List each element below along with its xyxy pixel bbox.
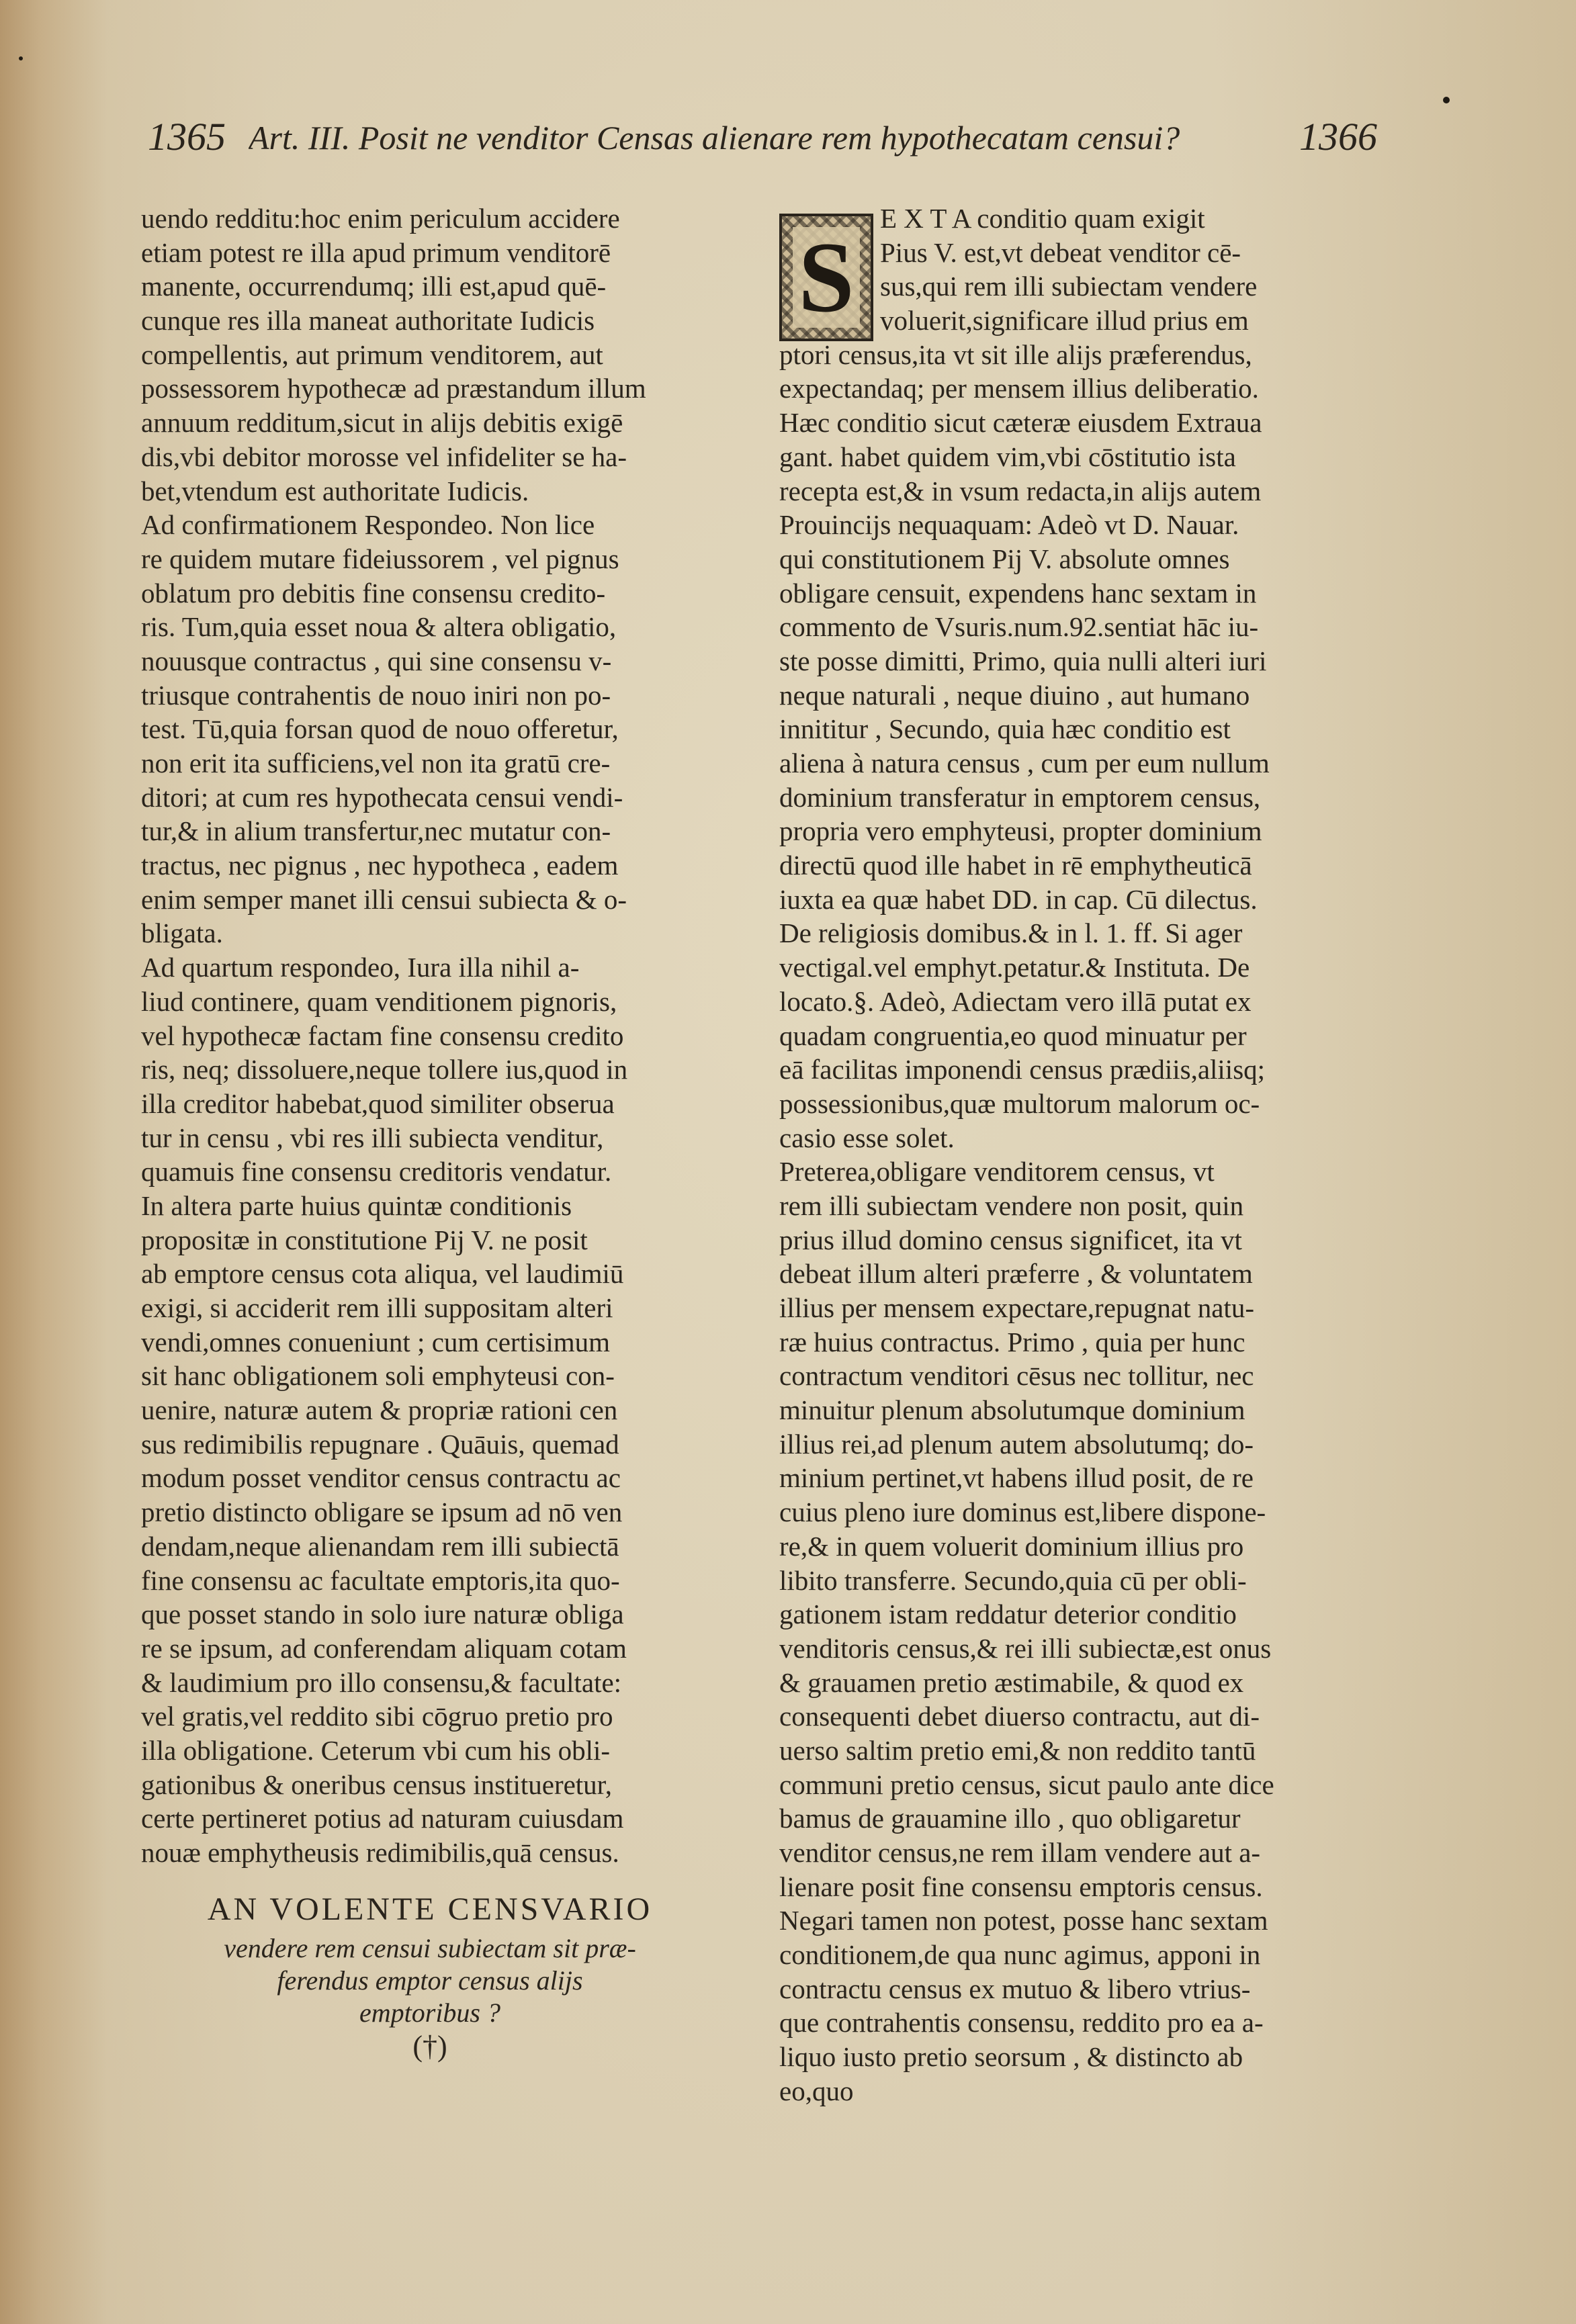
page-number-left: 1365 — [148, 115, 226, 159]
text-line: Ad quartum respondeo, Iura illa nihil a- — [141, 952, 580, 983]
text-line: expectandaq; per mensem illius deliberatio. — [779, 373, 1259, 404]
section-heading — [141, 1891, 719, 2065]
text-line: ris. Tum,quia esset noua & altera obligatio, — [141, 611, 617, 643]
section-title: AN VOLENTE CENSVARIO — [207, 1891, 653, 1927]
text-line: illa creditor habebat,quod similiter obserua — [141, 1087, 615, 1119]
text-line: vendi,omnes conueniunt ; cum certisimum — [141, 1326, 611, 1357]
text-line: minium pertinet,vt habens illud posit, de re — [779, 1462, 1254, 1494]
text-line: Negari tamen non potest, posse hanc sextam — [779, 1905, 1268, 1936]
text-line: dominium transferatur in emptorem census, — [779, 781, 1261, 813]
text-line: sus redimibilis repugnare . Quāuis, quemad — [141, 1428, 619, 1460]
text-line: ptori census,ita vt sit ille alijs præferendus, — [779, 339, 1252, 370]
text-line: propositæ in constitutione Pij V. ne posit — [141, 1224, 588, 1255]
text-line: Pius V. est,vt debeat venditor cē- — [880, 236, 1241, 268]
text-line: Ad confirmationem Respondeo. Non lice — [141, 509, 595, 541]
text-line: ab emptore census cota aliqua, vel laudimiū — [141, 1258, 624, 1290]
running-header — [148, 107, 1377, 175]
text-line: eo,quo — [779, 2075, 854, 2106]
text-line: test. Tū,quia forsan quod de nouo offeretur, — [141, 713, 619, 745]
text-line: cunque res illa maneat authoritate Iudicis — [141, 305, 595, 337]
text-line: ris, neq; dissoluere,neque tollere ius,quod in — [141, 1054, 628, 1085]
text-line: fine consensu ac facultate emptoris,ita quo- — [141, 1564, 620, 1596]
text-line: communi pretio census, sicut paulo ante dice — [779, 1769, 1274, 1800]
text-line: tractus, nec pignus , nec hypotheca , eadem — [141, 850, 619, 881]
text-line: Hæc conditio sicut cæteræ eiusdem Extraua — [779, 407, 1262, 439]
text-line: & laudimium pro illo consensu,& facultate: — [141, 1666, 622, 1698]
text-line: re,& in quem voluerit dominium illius pro — [779, 1530, 1244, 1562]
text-line: voluerit,significare illud prius em — [880, 305, 1249, 337]
text-line: dendam,neque alienandam rem illi subiectā — [141, 1530, 619, 1562]
text-line: minuitur plenum absolutumque dominium — [779, 1394, 1245, 1426]
page-number-right: 1366 — [1299, 115, 1377, 159]
text-line: oblatum pro debitis fine consensu credito- — [141, 577, 606, 609]
text-line: directū quod ille habet in rē emphytheuticā — [779, 850, 1252, 881]
text-line: possessionibus,quæ multorum malorum oc- — [779, 1087, 1260, 1119]
text-line: E X T A conditio quam exigit — [880, 203, 1205, 234]
text-line: locato.§. Adeò, Adiectam vero illā putat ex — [779, 985, 1252, 1017]
text-line: libito transferre. Secundo,quia cū per obli- — [779, 1564, 1247, 1596]
text-line: etiam potest re illa apud primum venditorē — [141, 236, 611, 268]
left-column — [141, 202, 712, 1870]
text-line: recepta est,& in vsum redacta,in alijs autem — [779, 475, 1262, 506]
text-line: propria vero emphyteusi, propter dominium — [779, 815, 1262, 847]
section-subtitle-1: vendere rem censui subiectam sit præ- — [224, 1933, 636, 1963]
text-line: qui constitutionem Pij V. absolute omnes — [779, 543, 1230, 574]
text-line: De religiosis domibus.& in l. 1. ff. Si ager — [779, 918, 1243, 949]
text-line: enim semper manet illi censui subiecta & o- — [141, 883, 627, 915]
text-line: lienare posit fine consensu emptoris census. — [779, 1871, 1263, 1902]
text-line: rem illi subiectam vendere non posit, quin — [779, 1190, 1244, 1221]
text-line: debeat illum alteri præferre , & voluntatem — [779, 1258, 1253, 1290]
text-line: iuxta ea quæ habet DD. in cap. Cū dilectus. — [779, 883, 1258, 915]
text-line: bamus de grauamine illo , quo obligaretur — [779, 1803, 1241, 1834]
text-line: gationem istam reddatur deterior conditio — [779, 1599, 1237, 1630]
text-line: conditionem,de qua nunc agimus, apponi in — [779, 1939, 1261, 1971]
text-line: Preterea,obligare venditorem census, vt — [779, 1156, 1215, 1188]
text-line: exigi, si acciderit rem illi suppositam alteri — [141, 1292, 613, 1323]
ink-speck — [19, 56, 23, 60]
section-subtitle-2: ferendus emptor census alijs — [277, 1965, 583, 1996]
text-line: gationibus & oneribus census institueretur, — [141, 1769, 612, 1800]
text-line: casio esse solet. — [779, 1122, 955, 1153]
text-line: illa obligatione. Ceterum vbi cum his obli- — [141, 1734, 611, 1766]
dropcap-letter: S — [793, 227, 859, 328]
text-line: ræ huius contractus. Primo , quia per hunc — [779, 1326, 1245, 1357]
text-line: tur in censu , vbi res illi subiecta venditur, — [141, 1122, 604, 1153]
section-subtitle-3: emptoribus ? — [359, 1998, 500, 2028]
text-line: aliena à natura census , cum per eum nullum — [779, 748, 1270, 778]
text-line: dis,vbi debitor morosse vel infideliter se ha- — [141, 441, 627, 472]
running-head-title: Art. III. Posit ne venditor Censas alienare rem hypothecatam censui? — [249, 119, 1180, 157]
text-line: uerso saltim pretio emi,& non reddito tantū — [779, 1734, 1256, 1766]
text-line: possessorem hypothecæ ad præstandum illum — [141, 373, 646, 404]
text-line: cuius pleno iure dominus est,libere dispone- — [779, 1496, 1266, 1528]
text-line: bligata. — [141, 918, 223, 949]
section-mark: (†) — [412, 2030, 447, 2063]
text-line: & grauamen pretio æstimabile, & quod ex — [779, 1666, 1244, 1698]
text-line: venditoris census,& rei illi subiectæ,est onus — [779, 1632, 1272, 1664]
text-line: commento de Vsuris.num.92.sentiat hāc iu- — [779, 611, 1259, 643]
text-line: que contrahentis consensu, reddito pro ea a- — [779, 2007, 1264, 2039]
text-line: vel gratis,vel reddito sibi cōgruo pretio pro — [141, 1701, 613, 1732]
text-line: quamuis fine consensu creditoris vendatur. — [141, 1156, 612, 1188]
text-line: illius rei,ad plenum autem absolutumq; do- — [779, 1428, 1254, 1460]
text-line: uenire, naturæ autem & propriæ rationi cen — [141, 1394, 618, 1426]
text-line: uendo redditu:hoc enim periculum accidere — [141, 203, 620, 234]
text-line: illius per mensem expectare,repugnat natu- — [779, 1292, 1254, 1323]
text-line: venditor census,ne rem illam vendere aut a- — [779, 1837, 1261, 1868]
ink-speck — [1443, 97, 1450, 103]
text-line: vel hypothecæ factam fine consensu credito — [141, 1020, 624, 1051]
text-line: bet,vtendum est authoritate Iudicis. — [141, 475, 529, 506]
text-line: re se ipsum, ad conferendam aliquam cotam — [141, 1632, 627, 1664]
text-line: ste posse dimitti, Primo, quia nulli alteri iuri — [779, 645, 1267, 676]
text-line: certe pertineret potius ad naturam cuiusdam — [141, 1803, 624, 1834]
text-line: prius illud domino census significet, ita vt — [779, 1224, 1242, 1255]
text-line: contractum venditori cēsus nec tollitur, nec — [779, 1360, 1254, 1392]
text-line: compellentis, aut primum venditorem, aut — [141, 339, 603, 370]
text-line: re quidem mutare fideiussorem , vel pignus — [141, 543, 619, 574]
text-line: modum posset venditor census contractu ac — [141, 1462, 621, 1494]
text-line: annuum redditum,sicut in alijs debitis exigē — [141, 407, 623, 439]
text-line: innititur , Secundo, quia hæc conditio est — [779, 713, 1231, 745]
text-line: nouæ emphytheusis redimibilis,quā census. — [141, 1837, 619, 1868]
text-line: Prouincijs nequaquam: Adeò vt D. Nauar. — [779, 509, 1239, 541]
text-line: pretio distincto obligare se ipsum ad nō ven — [141, 1496, 623, 1528]
text-line: ditori; at cum res hypothecata censui vendi- — [141, 781, 623, 813]
text-line: neque naturali , neque diuino , aut humano — [779, 679, 1250, 711]
text-line: nouusque contractus , qui sine consensu v- — [141, 645, 612, 676]
text-line: non erit ita sufficiens,vel non ita gratū cre- — [141, 748, 611, 778]
text-line: vectigal.vel emphyt.petatur.& Instituta. De — [779, 952, 1250, 983]
text-line: quadam congruentia,eo quod minuatur per — [779, 1020, 1247, 1051]
text-line: eā facilitas imponendi census prædiis,aliisq; — [779, 1054, 1266, 1085]
text-line: contractu census ex mutuo & libero vtrius- — [779, 1973, 1251, 2004]
text-line: sit hanc obligationem soli emphyteusi con- — [141, 1360, 615, 1392]
text-line: sus,qui rem illi subiectam vendere — [880, 271, 1258, 302]
text-line: triusque contrahentis de nouo iniri non po- — [141, 679, 611, 711]
text-line: consequenti debet diuerso contractu, aut di- — [779, 1701, 1260, 1732]
text-line: obligare censuit, expendens hanc sextam in — [779, 577, 1257, 609]
text-line: In altera parte huius quintæ conditionis — [141, 1190, 572, 1221]
right-column — [779, 202, 1370, 2108]
text-line: liquo iusto pretio seorsum , & distincto ab — [779, 2041, 1243, 2073]
text-line: tur,& in alium transfertur,nec mutatur con- — [141, 815, 611, 847]
text-line: gant. habet quidem vim,vbi cōstitutio ista — [779, 441, 1236, 472]
text-line: que posset stando in solo iure naturæ obliga — [141, 1599, 624, 1630]
text-line: liud continere, quam venditionem pignoris, — [141, 985, 617, 1017]
text-line: manente, occurrendumq; illi est,apud quē- — [141, 271, 607, 302]
